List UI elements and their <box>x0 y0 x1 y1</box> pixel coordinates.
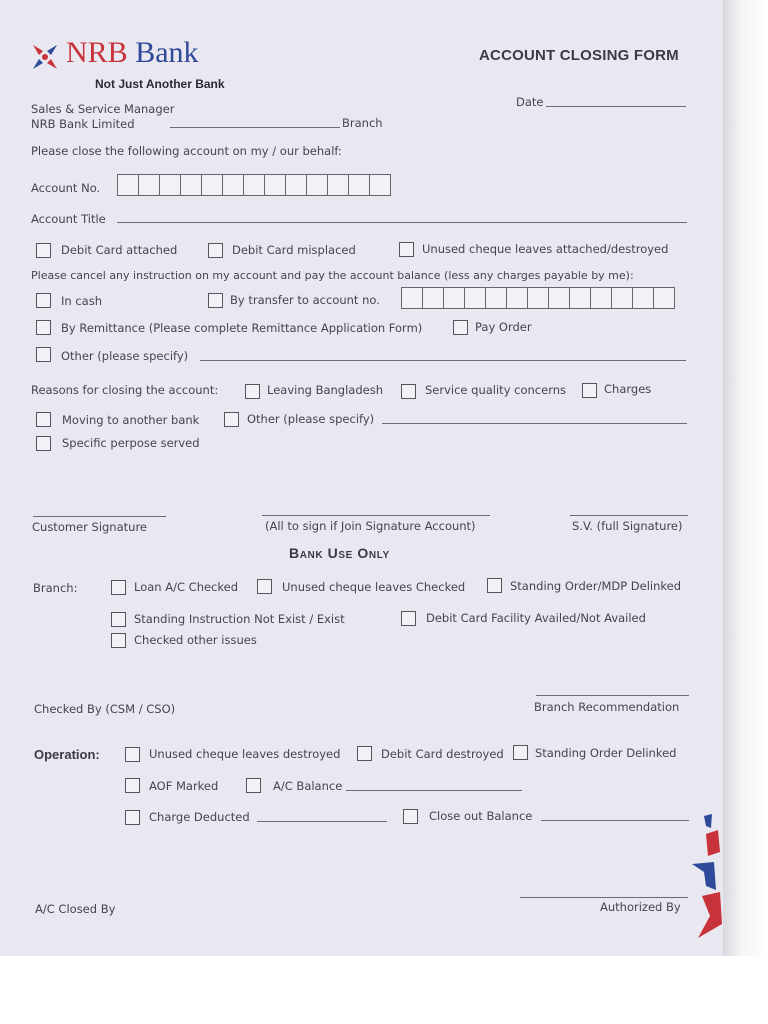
transfer-account-digit-box[interactable] <box>422 287 444 309</box>
by-remittance-checkbox[interactable] <box>36 320 51 335</box>
debit-attached-checkbox[interactable] <box>36 243 51 258</box>
other-reason-checkbox[interactable] <box>224 412 239 427</box>
account-no-digit-box[interactable] <box>159 174 181 196</box>
other-issues-checkbox[interactable] <box>111 633 126 648</box>
charges-checkbox[interactable] <box>582 383 597 398</box>
closeout-checkbox[interactable] <box>403 809 418 824</box>
customer-signature-label: Customer Signature <box>32 520 147 534</box>
account-no-digit-box[interactable] <box>222 174 244 196</box>
standing-delinked-label: Standing Order Delinked <box>535 746 677 760</box>
branch-use-label: Branch: <box>33 581 78 595</box>
loan-checkbox[interactable] <box>111 580 126 595</box>
debit-misplaced-checkbox[interactable] <box>208 243 223 258</box>
balance-field[interactable] <box>346 790 522 791</box>
standing-order-checkbox[interactable] <box>487 578 502 593</box>
other-issues-label: Checked other issues <box>134 633 257 647</box>
branch-recommendation-label: Branch Recommendation <box>534 700 680 714</box>
aof-label: AOF Marked <box>149 779 219 793</box>
transfer-account-digit-box[interactable] <box>632 287 654 309</box>
moving-checkbox[interactable] <box>36 412 51 427</box>
moving-label: Moving to another bank <box>62 413 200 427</box>
brand-primary: NRB <box>66 36 128 69</box>
unused-destroyed-label: Unused cheque leaves destroyed <box>149 747 341 761</box>
date-label: Date <box>516 95 544 109</box>
charge-label: Charge Deducted <box>149 810 250 824</box>
account-no-digit-box[interactable] <box>243 174 265 196</box>
unused-cheque-checkbox[interactable] <box>399 242 414 257</box>
request-intro: Please close the following account on my / our behalf: <box>31 144 342 158</box>
transfer-account-boxes[interactable] <box>401 287 674 309</box>
standing-delinked-checkbox[interactable] <box>513 745 528 760</box>
customer-signature-line[interactable] <box>33 516 166 517</box>
debit-facility-label: Debit Card Facility Availed/Not Availed <box>426 611 646 625</box>
in-cash-label: In cash <box>61 294 102 308</box>
sv-signature-label: S.V. (full Signature) <box>572 519 683 533</box>
account-no-digit-box[interactable] <box>348 174 370 196</box>
form-title: ACCOUNT CLOSING FORM <box>479 47 679 64</box>
pay-order-label: Pay Order <box>475 320 532 334</box>
by-remittance-label: By Remittance (Please complete Remittance Application Form) <box>61 321 423 335</box>
account-no-digit-box[interactable] <box>369 174 391 196</box>
transfer-account-digit-box[interactable] <box>464 287 486 309</box>
transfer-account-digit-box[interactable] <box>527 287 549 309</box>
transfer-account-digit-box[interactable] <box>653 287 675 309</box>
debit-attached-label: Debit Card attached <box>61 243 178 257</box>
addressee-line2: NRB Bank Limited <box>31 117 135 131</box>
other-payment-label: Other (please specify) <box>61 349 189 363</box>
transfer-account-digit-box[interactable] <box>611 287 633 309</box>
bank-use-heading: Bank Use Only <box>289 545 390 561</box>
service-checkbox[interactable] <box>401 384 416 399</box>
account-no-digit-box[interactable] <box>138 174 160 196</box>
specific-checkbox[interactable] <box>36 436 51 451</box>
transfer-account-digit-box[interactable] <box>401 287 423 309</box>
account-no-digit-box[interactable] <box>327 174 349 196</box>
branch-field[interactable] <box>170 127 340 128</box>
account-no-digit-box[interactable] <box>117 174 139 196</box>
checked-by-label: Checked By (CSM / CSO) <box>34 702 176 716</box>
branch-label: Branch <box>342 116 383 130</box>
pay-order-checkbox[interactable] <box>453 320 468 335</box>
specific-label: Specific perpose served <box>62 436 200 450</box>
by-transfer-checkbox[interactable] <box>208 293 223 308</box>
charge-checkbox[interactable] <box>125 810 140 825</box>
service-label: Service quality concerns <box>425 383 567 397</box>
account-no-digit-box[interactable] <box>180 174 202 196</box>
account-no-boxes[interactable] <box>117 174 390 196</box>
tagline: Not Just Another Bank <box>95 77 225 91</box>
transfer-account-digit-box[interactable] <box>590 287 612 309</box>
closed-by-label: A/C Closed By <box>35 902 116 916</box>
standing-instruction-checkbox[interactable] <box>111 612 126 627</box>
account-title-label: Account Title <box>31 212 106 226</box>
debit-facility-checkbox[interactable] <box>401 611 416 626</box>
other-reason-label: Other (please specify) <box>247 412 375 426</box>
date-field[interactable] <box>546 106 686 107</box>
account-no-digit-box[interactable] <box>285 174 307 196</box>
authorized-by-label: Authorized By <box>600 900 681 914</box>
leaving-checkbox[interactable] <box>245 384 260 399</box>
transfer-account-digit-box[interactable] <box>506 287 528 309</box>
sv-signature-line[interactable] <box>570 515 688 516</box>
closeout-field[interactable] <box>541 820 689 821</box>
in-cash-checkbox[interactable] <box>36 293 51 308</box>
addressee-line1: Sales & Service Manager <box>31 102 175 116</box>
debit-misplaced-label: Debit Card misplaced <box>232 243 356 257</box>
balance-label: A/C Balance <box>273 779 343 793</box>
unused-checked-checkbox[interactable] <box>257 579 272 594</box>
charge-field[interactable] <box>257 821 387 822</box>
operation-label: Operation: <box>34 747 100 762</box>
brand-secondary: Bank <box>135 36 199 69</box>
payment-instruction: Please cancel any instruction on my account and pay the account balance (less any charges payable by me): <box>31 269 634 282</box>
charges-label: Charges <box>604 382 652 396</box>
by-transfer-label: By transfer to account no. <box>230 293 380 307</box>
account-title-field[interactable] <box>117 222 687 223</box>
account-no-digit-box[interactable] <box>264 174 286 196</box>
authorized-by-line[interactable] <box>520 897 688 898</box>
closeout-label: Close out Balance <box>429 809 533 823</box>
standing-instruction-label: Standing Instruction Not Exist / Exist <box>134 612 345 626</box>
reasons-label: Reasons for closing the account: <box>31 383 219 397</box>
debit-destroyed-checkbox[interactable] <box>357 746 372 761</box>
transfer-account-digit-box[interactable] <box>548 287 570 309</box>
branch-recommendation-line[interactable] <box>536 695 689 696</box>
aof-checkbox[interactable] <box>125 778 140 793</box>
other-payment-checkbox[interactable] <box>36 347 51 362</box>
unused-checked-label: Unused cheque leaves Checked <box>282 580 466 594</box>
scan-edge <box>723 0 768 956</box>
nrb-logo-icon <box>30 42 60 72</box>
account-no-digit-box[interactable] <box>201 174 223 196</box>
account-no-label: Account No. <box>31 181 101 195</box>
unused-destroyed-checkbox[interactable] <box>125 747 140 762</box>
standing-order-label: Standing Order/MDP Delinked <box>510 579 682 593</box>
transfer-account-digit-box[interactable] <box>443 287 465 309</box>
transfer-account-digit-box[interactable] <box>485 287 507 309</box>
account-no-digit-box[interactable] <box>306 174 328 196</box>
transfer-account-digit-box[interactable] <box>569 287 591 309</box>
debit-destroyed-label: Debit Card destroyed <box>381 747 504 761</box>
unused-cheque-label: Unused cheque leaves attached/destroyed <box>422 242 669 256</box>
other-reason-field[interactable] <box>382 423 687 424</box>
joint-signature-label: (All to sign if Join Signature Account) <box>265 519 476 533</box>
balance-checkbox[interactable] <box>246 778 261 793</box>
other-payment-field[interactable] <box>200 360 686 361</box>
brand-mark-decoration-icon <box>690 812 723 942</box>
loan-label: Loan A/C Checked <box>134 580 238 594</box>
joint-signature-line[interactable] <box>262 515 490 516</box>
leaving-label: Leaving Bangladesh <box>267 383 383 397</box>
